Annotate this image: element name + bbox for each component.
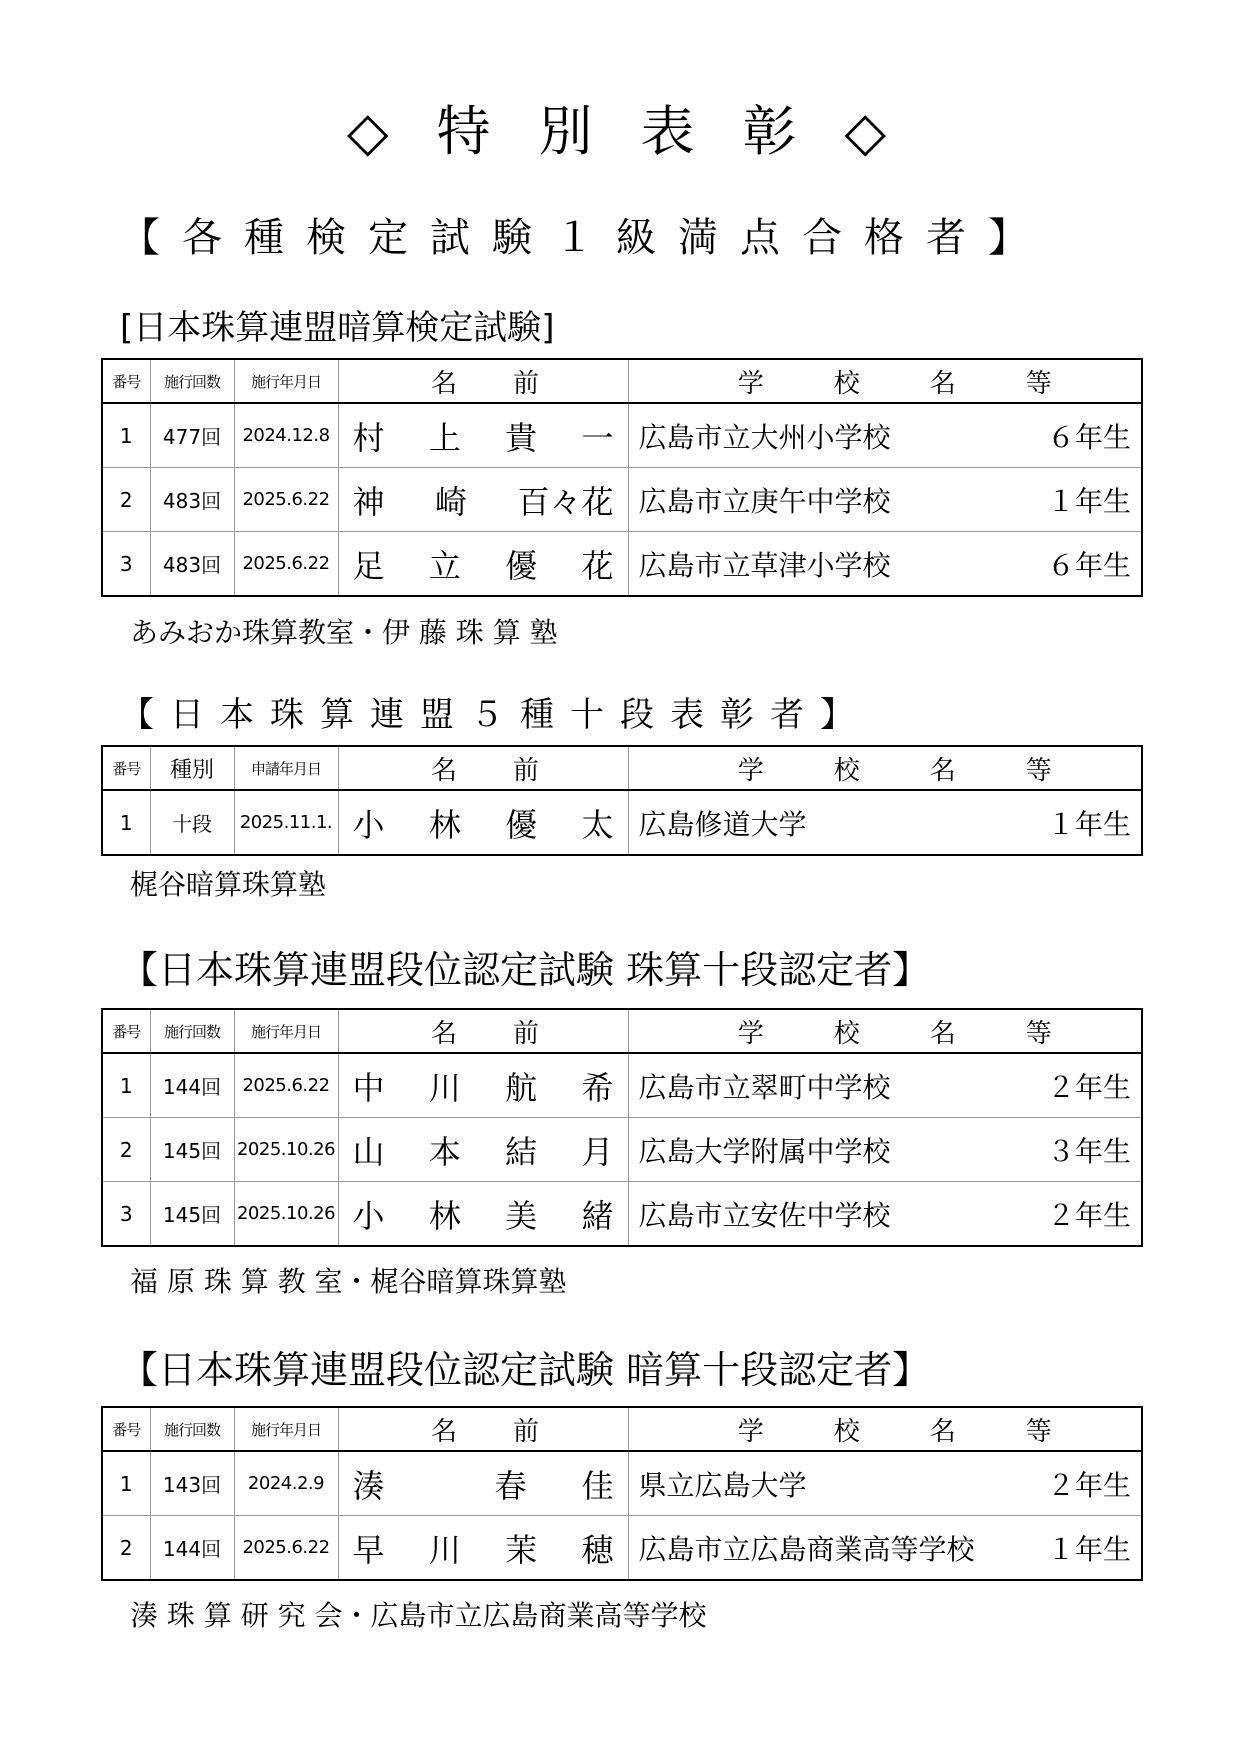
name-part: 村 <box>352 418 385 457</box>
school-name: 広島市立広島商業高等学校 <box>638 1532 975 1566</box>
table-shuzan-judan <box>101 1008 1143 1247</box>
cell-no: 2 <box>102 1516 150 1581</box>
cell-kai: 145回 <box>150 1182 234 1247</box>
table-header <box>102 1009 1142 1053</box>
header-name: 名前 <box>338 359 628 403</box>
cell-kai: 477回 <box>150 403 234 468</box>
cell-kai: 145回 <box>150 1118 234 1182</box>
grade: ６年生 <box>1046 420 1131 454</box>
name-part: 美 <box>505 1196 538 1235</box>
name-part: 希 <box>581 1068 614 1107</box>
cell-date: 2025.6.22 <box>234 532 338 597</box>
cell-date: 2025.6.22 <box>234 1516 338 1581</box>
cell-no: 2 <box>102 468 150 532</box>
cell-name <box>338 1182 628 1247</box>
cell-name <box>338 1451 628 1516</box>
header-name: 名前 <box>338 746 628 790</box>
header-no: 番号 <box>102 1009 150 1053</box>
table-row <box>102 1516 1142 1581</box>
table-goshu-judan <box>101 745 1143 856</box>
table-row <box>102 790 1142 855</box>
section-heading-anzan-kentei: [日本珠算連盟暗算検定試験] <box>120 308 555 348</box>
section-heading-goshu-judan: 【日本珠算連盟５種十段表彰者】 <box>120 695 870 735</box>
name-part: 太 <box>581 805 614 844</box>
header-kind: 種別 <box>150 746 234 790</box>
name-part: 優 <box>505 805 538 844</box>
name-part: 林 <box>428 805 461 844</box>
cell-date: 2025.10.26 <box>234 1118 338 1182</box>
cell-no: 1 <box>102 790 150 855</box>
header-kai: 施行回数 <box>150 1407 234 1451</box>
grade: ２年生 <box>1046 1468 1131 1502</box>
header-no: 番号 <box>102 359 150 403</box>
cell-no: 1 <box>102 1451 150 1516</box>
header-date: 施行年月日 <box>234 1407 338 1451</box>
cell-no: 1 <box>102 403 150 468</box>
header-kai: 施行回数 <box>150 1009 234 1053</box>
name-part: 林 <box>428 1196 461 1235</box>
cell-school <box>628 1516 1142 1581</box>
name-part: 航 <box>505 1068 538 1107</box>
table-row <box>102 1053 1142 1118</box>
table-row <box>102 403 1142 468</box>
name-part: 神 <box>352 482 385 521</box>
cell-kai: 483回 <box>150 532 234 597</box>
section-note: あみおか珠算教室・伊 藤 珠 算 塾 <box>130 616 558 649</box>
grade: ２年生 <box>1046 1070 1131 1104</box>
header-no: 番号 <box>102 746 150 790</box>
school-name: 広島修道大学 <box>638 807 807 841</box>
cell-date: 2025.10.26 <box>234 1182 338 1247</box>
grade: １年生 <box>1046 484 1131 518</box>
table-row <box>102 1118 1142 1182</box>
cell-name <box>338 1053 628 1118</box>
grade: １年生 <box>1046 807 1131 841</box>
name-part: 足 <box>352 546 385 585</box>
grade: ２年生 <box>1046 1198 1131 1232</box>
name-part: 佳 <box>581 1466 614 1505</box>
header-school: 学校名等 <box>628 746 1142 790</box>
cell-name <box>338 532 628 597</box>
cell-kai: 144回 <box>150 1516 234 1581</box>
cell-kai: 483回 <box>150 468 234 532</box>
cell-date: 2024.2.9 <box>234 1451 338 1516</box>
name-part: 結 <box>505 1132 538 1171</box>
name-part: 山 <box>352 1132 385 1171</box>
name-part: 緒 <box>581 1196 614 1235</box>
name-part: 貴 <box>505 418 538 457</box>
header-kai: 施行回数 <box>150 359 234 403</box>
name-part: 小 <box>352 1196 385 1235</box>
name-part: 小 <box>352 805 385 844</box>
name-part: 立 <box>428 546 461 585</box>
school-name: 広島市立庚午中学校 <box>638 484 891 518</box>
header-date: 申請年月日 <box>234 746 338 790</box>
cell-no: 1 <box>102 1053 150 1118</box>
school-name: 広島市立翠町中学校 <box>638 1070 891 1104</box>
cell-name <box>338 1118 628 1182</box>
table-row <box>102 532 1142 597</box>
section-note: 梶谷暗算珠算塾 <box>130 868 327 901</box>
table-row <box>102 1182 1142 1247</box>
table-header <box>102 1407 1142 1451</box>
school-name: 広島大学附属中学校 <box>638 1134 891 1168</box>
name-part: 優 <box>505 546 538 585</box>
name-part: 穂 <box>581 1530 614 1569</box>
page-subtitle: 【各種検定試験１級満点合格者】 <box>120 215 1050 261</box>
header-name: 名前 <box>338 1407 628 1451</box>
cell-school <box>628 790 1142 855</box>
cell-school <box>628 403 1142 468</box>
cell-name <box>338 468 628 532</box>
name-part: 茉 <box>505 1530 538 1569</box>
header-school: 学校名等 <box>628 1407 1142 1451</box>
grade: ３年生 <box>1046 1134 1131 1168</box>
header-school: 学校名等 <box>628 1009 1142 1053</box>
school-name: 広島市立大州小学校 <box>638 420 891 454</box>
name-part: 百々花 <box>517 482 614 521</box>
table-anzan-judan <box>101 1406 1143 1581</box>
cell-date: 2024.12.8 <box>234 403 338 468</box>
cell-school <box>628 1053 1142 1118</box>
name-part: 崎 <box>434 482 467 521</box>
cell-school <box>628 1118 1142 1182</box>
cell-name <box>338 790 628 855</box>
cell-kai: 144回 <box>150 1053 234 1118</box>
grade: １年生 <box>1046 1532 1131 1566</box>
name-part: 中 <box>352 1068 385 1107</box>
cell-name <box>338 403 628 468</box>
cell-school <box>628 468 1142 532</box>
name-part: 花 <box>581 546 614 585</box>
header-no: 番号 <box>102 1407 150 1451</box>
cell-no: 3 <box>102 1182 150 1247</box>
section-note: 福 原 珠 算 教 室・梶谷暗算珠算塾 <box>130 1265 567 1298</box>
cell-school <box>628 1182 1142 1247</box>
cell-no: 2 <box>102 1118 150 1182</box>
table-row <box>102 1451 1142 1516</box>
table-anzan-kentei <box>101 358 1143 597</box>
cell-date: 2025.6.22 <box>234 1053 338 1118</box>
table-row <box>102 468 1142 532</box>
cell-date: 2025.11.1. <box>234 790 338 855</box>
cell-kind: 十段 <box>150 790 234 855</box>
header-date: 施行年月日 <box>234 1009 338 1053</box>
name-part: 上 <box>428 418 461 457</box>
header-school: 学校名等 <box>628 359 1142 403</box>
section-heading-anzan-judan: 【日本珠算連盟段位認定試験 暗算十段認定者】 <box>120 1348 931 1392</box>
cell-no: 3 <box>102 532 150 597</box>
name-part: 川 <box>428 1068 461 1107</box>
page-title: ◇特別表彰◇ <box>346 100 935 163</box>
name-part: 早 <box>352 1530 385 1569</box>
cell-school <box>628 532 1142 597</box>
name-part: 春 <box>494 1466 527 1505</box>
cell-school <box>628 1451 1142 1516</box>
name-part: 月 <box>581 1132 614 1171</box>
header-date: 施行年月日 <box>234 359 338 403</box>
name-part: 湊 <box>352 1466 385 1505</box>
name-part: 川 <box>428 1530 461 1569</box>
school-name: 県立広島大学 <box>638 1468 807 1502</box>
school-name: 広島市立草津小学校 <box>638 548 891 582</box>
section-heading-shuzan-judan: 【日本珠算連盟段位認定試験 珠算十段認定者】 <box>120 948 931 992</box>
cell-date: 2025.6.22 <box>234 468 338 532</box>
grade: ６年生 <box>1046 548 1131 582</box>
school-name: 広島市立安佐中学校 <box>638 1198 891 1232</box>
table-header <box>102 359 1142 403</box>
name-part: 本 <box>428 1132 461 1171</box>
table-header <box>102 746 1142 790</box>
header-name: 名前 <box>338 1009 628 1053</box>
section-note: 湊 珠 算 研 究 会・広島市立広島商業高等学校 <box>130 1599 707 1632</box>
cell-kai: 143回 <box>150 1451 234 1516</box>
name-part: 一 <box>581 418 614 457</box>
cell-name <box>338 1516 628 1581</box>
